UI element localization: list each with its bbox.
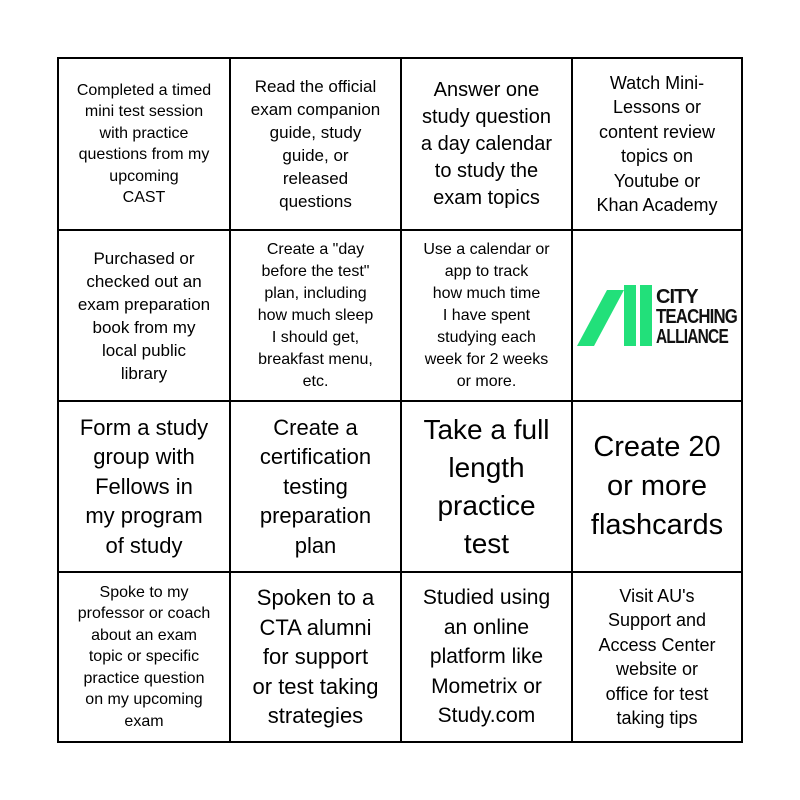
bingo-square-14[interactable] (231, 573, 402, 741)
svg-text:ALLIANCE: ALLIANCE (656, 326, 729, 348)
bingo-square-9[interactable] (59, 402, 231, 573)
bingo-square-2[interactable] (231, 59, 402, 231)
bingo-square-12[interactable] (573, 402, 741, 573)
bingo-square-1[interactable] (59, 59, 231, 231)
square-text: Spoke to my professor or coach about an exam topic or specific practice question on my upcoming exam (77, 583, 211, 730)
square-text: Spoken to a CTA alumni for support or test taking strategies (252, 585, 379, 729)
square-text: Take a full length practice test (423, 413, 550, 559)
bingo-square-15[interactable] (402, 573, 573, 741)
bingo-square-5[interactable] (59, 231, 231, 402)
bingo-square-11[interactable] (402, 402, 573, 573)
bingo-square-7[interactable] (402, 231, 573, 402)
square-text: Visit AU's Support and Access Center website or office for test taking tips (598, 585, 716, 728)
square-text: Purchased or checked out an exam preparation book from my local public library (77, 248, 211, 383)
square-text: Create a "day before the test" plan, including how much sleep I should get, breakfast menu, etc. (257, 240, 374, 390)
square-text: Studied using an online platform like Mometrix or Study.com (422, 586, 551, 728)
svg-text:CITY: CITY (656, 286, 698, 308)
svg-text:TEACHING: TEACHING (656, 306, 738, 328)
square-text: Create a certification testing preparation plan (259, 414, 372, 558)
square-text: Use a calendar or app to track how much time I have spent studying each week for 2 weeks or more. (423, 240, 550, 390)
square-text: Watch Mini- Lessons or content review topics on Youtube or Khan Academy (596, 72, 718, 215)
bingo-square-3[interactable] (402, 59, 573, 231)
square-text: Answer one study question a day calendar to study the exam topics (420, 78, 553, 209)
bingo-card (57, 57, 743, 743)
bingo-square-10[interactable] (231, 402, 402, 573)
square-text: Completed a timed mini test session with practice questions from my upcoming CAST (76, 81, 212, 206)
square-text: Read the official exam companion guide, study guide, or released questions (250, 77, 381, 211)
bingo-square-6[interactable] (231, 231, 402, 402)
bingo-square-logo[interactable] (573, 231, 741, 402)
bingo-square-4[interactable] (573, 59, 741, 231)
bingo-square-16[interactable] (573, 573, 741, 741)
square-text: Form a study group with Fellows in my program of study (79, 414, 209, 558)
city-teaching-alliance-logo (573, 230, 741, 401)
square-text: Create 20 or more flashcards (590, 431, 724, 541)
bingo-square-13[interactable] (59, 573, 231, 741)
